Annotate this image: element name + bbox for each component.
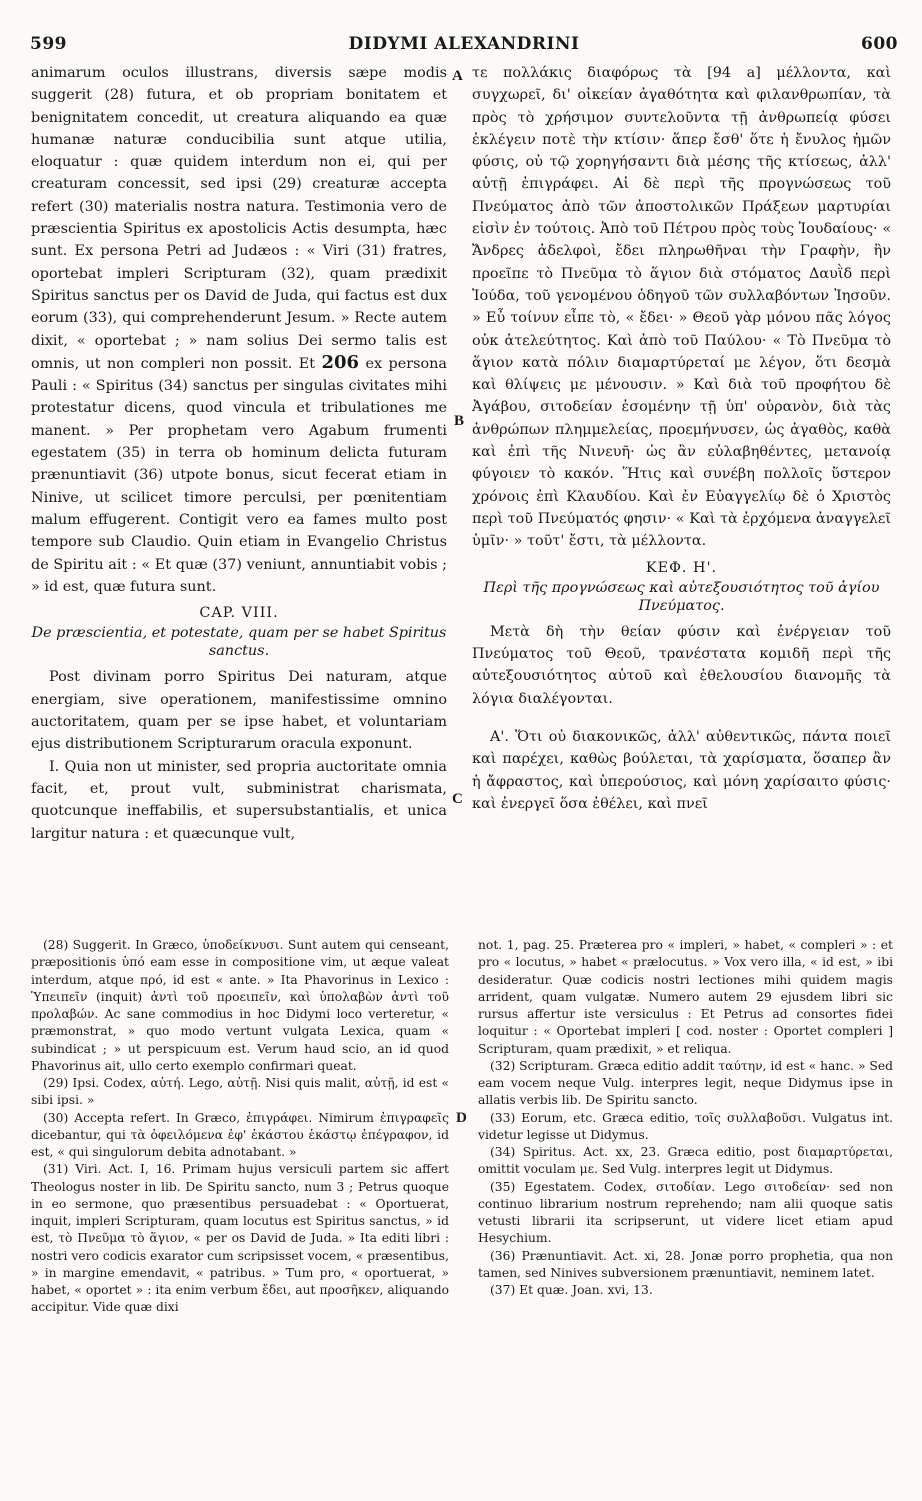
page-number-right: 600 (861, 34, 898, 54)
footnotes-left (31, 937, 449, 1317)
footnotes-right (478, 937, 893, 1299)
footnote: (36) Prænuntiavit. Act. xi, 28. Jonæ porro prophetia, qua non tamen, sed Ninives subversionem prænuntiavit, neminem latet. (478, 1248, 893, 1280)
margin-letter-d: D (456, 1110, 467, 1126)
greek-para-2: Μετὰ δὴ τὴν θείαν φύσιν καὶ ἐνέργειαν τοῦ Πνεύματος τοῦ Θεοῦ, τρανέστατα κομιδῆ περὶ τῆς αὐτεξουσιότητος αὐτοῦ καὶ ἐθελουσίου διανομῆς τὰ λόγια διαλέγονται. (472, 623, 891, 707)
footnote: not. 1, pag. 25. Præterea pro « impleri, » habet, « compleri » : et pro « locutus, » habet « prælocutus. » Vox vero illa, « id est, » ibi desideratur. Quæ codicis nostri lectiones mihi quidem magis arrident, quam vulgatæ. Numero autem 29 ejusdem libri sic rursus affertur iste versiculus : Et Petrus ad consortes fidei loquitur : « Oportebat impleri [ cod. noster : Oportet compleri ] Scripturam, quam prædixit, » et reliqua. (478, 938, 893, 1056)
greek-para-1: τε πολλάκις διαφόρως τὰ [94 a] μέλλοντα, καὶ συγχωρεῖ, δι' οἰκείαν ἀγαθότητα καὶ φιλανθρωπίαν, τὰ πρὸς τὸ χρήσιμον συντελοῦντα τῇ ἀνθρωπείᾳ φύσει ἐκλέγειν ποτὲ τὴν κτίσιν· ἅπερ ἔσθ' ὅτε ἡ ἔνυλος ἡμῶν φύσις, οὐ τῷ χορηγήσαντι διὰ μέσης τῆς κτίσεως, ἀλλ' αὐτῇ ἐπιγράφει. Αἱ δὲ περὶ τῆς προγνώσεως τοῦ Πνεύματος ἀπὸ τῶν ἀποστολικῶν Πράξεων μαρτυρίαι εἰσὶν ἐν τούτοις. Ἀπὸ τοῦ Πέτρου πρὸς τοὺς Ἰουδαίους· « Ἄνδρες ἀδελφοὶ, ἔδει πληρωθῆναι τὴν Γραφὴν, ἣν προεῖπε τὸ Πνεῦμα τὸ ἅγιον διὰ στόματος Δαυῒδ περὶ Ἰούδα, τοῦ γενομένου ὁδηγοῦ τῶν συλλαβόντων Ἰησοῦν. » Εὖ τοίνυν εἶπε τὸ, « ἔδει· » Θεοῦ γὰρ μόνου πᾶς λόγος οὐκ ἀτελεύτητος. Καὶ ἀπὸ τοῦ Παύλου· « Τὸ Πνεῦμα τὸ ἅγιον κατὰ πόλιν διαμαρτύρεταί με λέγον, ὅτι δεσμὰ καὶ θλίψεις με μένουσιν. » Καὶ διὰ τοῦ προφήτου δὲ Ἀγάβου, σιτοδείαν ἐσομένην τῇ ὑπ' οὐρανὸν, διὰ τὰς ἀνθρώπων πλημμελείας, προεμήνυσεν, ὡς ἀγαθὸς, καθὰ καὶ ἐπὶ τῆς Νινευῆ· ὡς ἂν εὐλαβηθέντες, μετανοίᾳ φύγοιεν τὸ κακόν. Ἥτις καὶ συνέβη πολλοῖς ὕστερον χρόνοις ἐπὶ Κλαυδίου. Καὶ ἐν Εὐαγγελίῳ δὲ ὁ Χριστὸς περὶ τοῦ Πνεύματός φησιν· « Καὶ τὰ ἐρχόμενα ἀναγγελεῖ ὑμῖν· » τοῦτ' ἔστι, τὰ μέλλοντα. (472, 65, 891, 550)
greek-chapter-heading: ΚΕΦ. Η'. (645, 559, 718, 576)
latin-text-1: animarum oculos illustrans, diversis sæpe modis suggerit (28) futura, et ob propriam bonitatem et benignitatem concedit, ut creatura aliquando ea quæ humanæ naturæ conducibilia sunt atque utilia, eloquatur : quæ quidem interdum non ei, qui per creaturam concessit, sed ipsi (29) creaturæ accepta refert (30) materialis nostra natura. Testimonia vero de præscientia Spiritus ex apostolicis Actis desumpta, hæc sunt. Ex persona Petri ad Judæos : « Viri (31) fratres, oportebat impleri Scripturam (32), quam prædixit Spiritus sanctus per os David de Juda, qui factus est dux eorum (33), qui comprehenderunt Jesum. » Recte autem dixit, « oportebat ; » nam solius Dei sermo talis est omnis, ut non compleri non possit. Et (31, 65, 447, 372)
footnote: (32) Scripturam. Græca editio addit ταύτην, id est « hanc. » Sed eam vocem neque Vulg. interpres legit, neque Didymus ipse in allatis verbis lib. De Spiritu sancto. (478, 1058, 893, 1108)
page-number-left: 599 (30, 34, 67, 54)
greek-column (472, 62, 891, 815)
latin-para-3: I. Quia non ut minister, sed propria auctoritate omnia facit, et, prout vult, subministrat charismata, quotcunque ineffabilis, et supersubstantialis, et unica largitur natura : et quæcunque vult, (31, 758, 447, 842)
greek-para-3: Α'. Ὅτι οὐ διακονικῶς, ἀλλ' αὐθεντικῶς, πάντα ποιεῖ καὶ παρέχει, καθὼς βούλεται, τὰ χαρίσματα, ὅσαπερ ἂν ἡ ἄφραστος, καὶ ὑπερούσιος, καὶ μόνη χαρίσαιτο φύσις· καὶ ἐνεργεῖ ὅσα ἐθέλει, καὶ πνεῖ (472, 729, 891, 812)
footnote: (30) Accepta refert. In Græco, ἐπιγράφει. Nimirum ἐπιγραφεῖς dicebantur, qui τὰ ὀφειλόμενα ἐφ' ἑκάστου ἑκάστῳ ἐπέγραφον, id est, « qui singulorum debita adnotabant. » (31, 1110, 449, 1159)
footnote: (29) Ipsi. Codex, αὐτή. Lego, αὐτῇ. Nisi quis malit, αὐτῇ, id est « sibi ipsi. » (31, 1076, 449, 1108)
footnote: (34) Spiritus. Act. xx, 23. Græca editio, post διαμαρτύρεται, omittit voculam με. Sed Vulg. interpres legit ut Didymus. (478, 1145, 893, 1177)
latin-chapter-title: De præscientia, et potestate, quam per se habet Spiritus sanctus. (31, 625, 447, 660)
margin-letter-c: C (452, 791, 463, 807)
footnote: (33) Eorum, etc. Græca editio, τοῖς συλλαβοῦσι. Vulgatus int. videtur legisse ut Didymus. (478, 1110, 893, 1142)
margin-letter-b: B (454, 413, 465, 429)
margin-letter-a: A (452, 68, 463, 84)
greek-chapter-title: Περὶ τῆς προγνώσεως καὶ αὐτεξουσιότητος τοῦ ἁγίου Πνεύματος. (483, 579, 880, 614)
latin-para-2: Post divinam porro Spiritus Dei naturam, atque energiam, sive operationem, manifestissime omnino auctoritatem, quam per se ipse habet, et voluntariam ejus distributionem Scripturarum oracula exponunt. (31, 669, 447, 753)
running-header (30, 34, 898, 60)
footnote: (35) Egestatem. Codex, σιτοδίαν. Lego σιτοδείαν· sed non continuo librarium nostrum reprehendo; nam alii quoque satis vetusti librarii ita scripserunt, ut videre licet etiam apud Hesychium. (478, 1179, 893, 1246)
latin-column (31, 62, 447, 845)
footnote: (31) Viri. Act. I, 16. Primam hujus versiculi partem sic affert Theologus noster in lib. De Spiritu sancto, num 3 ; Petrus quoque in eo sermone, quo præsentibus persuadebat : « Oportuerat, inquit, impleri Scripturam, quam locutus est Spiritus sanctus, » id est, τὸ Πνεῦμα τὸ ἅγιον, « per os David de Juda. » Ita editi libri : nostri vero codicis exarator cum scripsisset vocem, « præsentibus, » in margine emendavit, « patribus. » Tum pro, « oportuerat, » habet, « oportet » : ita enim verbum ἔδει, aut προσῆκεν, aliquando accipitur. Vide quæ dixi (31, 1162, 449, 1315)
latin-text-1b: ex persona Pauli : « Spiritus (34) sanctus per singulas civitates mihi protestatur dicens, quod vincula et tribulationes me manent. » Per prophetam vero Agabum frumenti egestatem (35) in terra ob hominum delicta futuram prænuntiavit (36) utpote bonus, sicut fecerat etiam in Ninive, ut scilicet timore perculsi, per pœnitentiam malum effugerent. Contigit vero ea fames multo post tempore sub Claudio. Quin etiam in Evangelio Christus de Spiritu ait : « Et quæ (37) veniunt, annuntiabit vobis ; » id est, quæ futura sunt. (31, 355, 447, 595)
footnote: (37) Et quæ. Joan. xvi, 13. (490, 1283, 653, 1297)
footnote: (28) Suggerit. In Græco, ὑποδείκνυσι. Sunt autem qui censeant, præpositionis ὑπό eam esse in compositione vim, ut æque valeat interdum, atque πρό, id est « ante. » Ita Phavorinus in Lexico : Ὑπειπεῖν (inquit) ἀντὶ τοῦ προειπεῖν, καὶ ὑπολαβὼν ἀντὶ τοῦ προλαβών. Ac sane commodius in hoc Didymi loco verteretur, « præmonstrat, » quo modo vertunt vulgata Lexica, quam « subindicat ; » ut perspicuum est. Verum haud scio, an id quod Phavorinus ait, ullo certo exemplo confirmari queat. (31, 938, 449, 1073)
column-number: 206 (321, 351, 360, 373)
running-head-title: DIDYMI ALEXANDRINI (348, 34, 580, 54)
latin-chapter-heading: CAP. VIII. (199, 605, 279, 622)
latin-para-1 (31, 62, 447, 598)
